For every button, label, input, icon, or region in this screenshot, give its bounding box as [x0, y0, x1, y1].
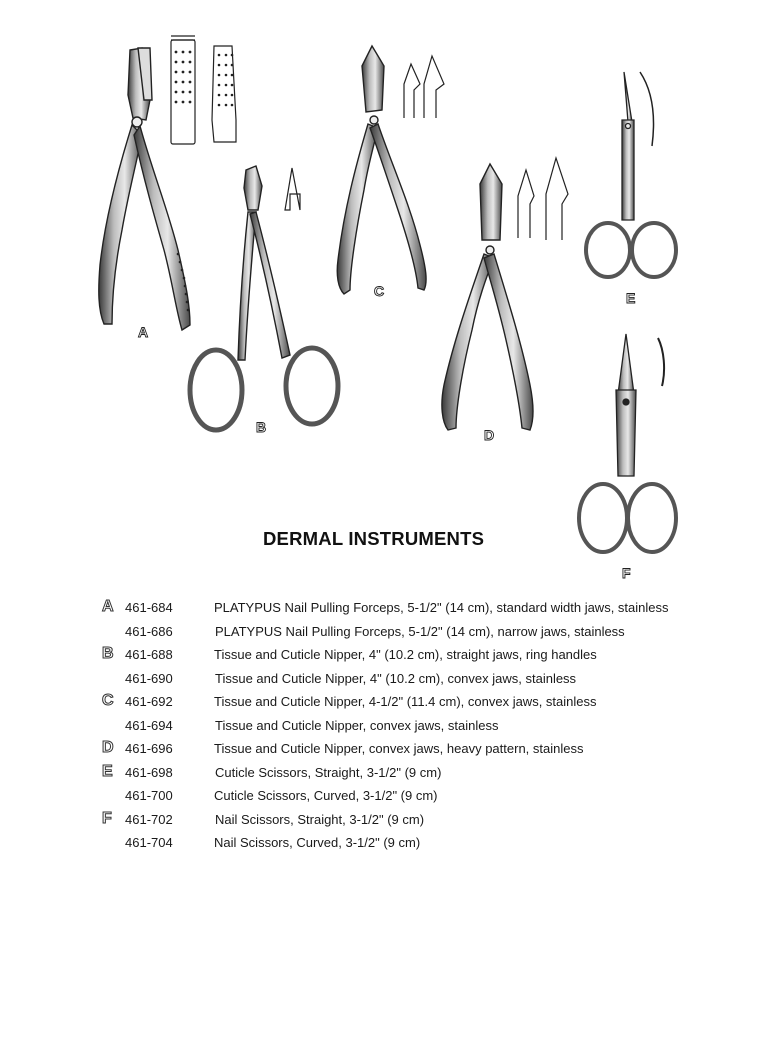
instrument-a-jaw-detail-drawing	[171, 36, 236, 144]
catalog-number: 461-700	[125, 788, 173, 803]
item-description: Tissue and Cuticle Nipper, 4" (10.2 cm), straight jaws, ring handles	[214, 647, 597, 662]
item-description: PLATYPUS Nail Pulling Forceps, 5-1/2" (14 cm), standard width jaws, stainless	[214, 600, 669, 615]
catalog-row	[100, 786, 740, 810]
catalog-row	[100, 598, 740, 622]
row-figure-letter: D	[102, 739, 114, 756]
figure-label-c: C	[374, 283, 385, 299]
catalog-row	[100, 833, 740, 857]
catalog-number: 461-694	[125, 717, 173, 733]
figure-label-a: A	[138, 324, 149, 340]
item-description: Tissue and Cuticle Nipper, convex jaws, stainless	[215, 717, 499, 733]
catalog-row	[100, 692, 740, 716]
figure-label-d: D	[484, 427, 495, 443]
catalog-number: 461-692	[125, 694, 173, 709]
item-description: Cuticle Scissors, Straight, 3-1/2" (9 cm)	[215, 764, 442, 780]
row-figure-letter: C	[102, 692, 114, 709]
row-figure-letter: B	[102, 645, 114, 662]
catalog-row	[100, 739, 740, 763]
figure-label-b: B	[256, 419, 267, 435]
instrument-f-scissors-drawing	[579, 334, 676, 552]
item-description: Tissue and Cuticle Nipper, 4-1/2" (11.4 cm), convex jaws, stainless	[214, 694, 597, 709]
instrument-e-blade-detail-drawing	[640, 72, 654, 146]
catalog-number: 461-690	[125, 670, 173, 686]
instrument-e-scissors-drawing	[586, 72, 676, 277]
item-description: Nail Scissors, Straight, 3-1/2" (9 cm)	[215, 811, 425, 827]
catalog-number: 461-686	[125, 623, 173, 639]
catalog-number: 461-704	[125, 835, 173, 850]
instrument-f-blade-detail-drawing	[658, 338, 664, 386]
catalog-row	[100, 716, 740, 740]
figure-label-e: E	[626, 290, 636, 306]
instrument-b-jaw-detail-drawing	[285, 168, 300, 210]
catalog-row	[100, 645, 740, 669]
figure-label-f: F	[622, 565, 631, 581]
catalog-row	[100, 810, 740, 834]
catalog-number: 461-684	[125, 600, 173, 615]
row-figure-letter: E	[102, 762, 113, 780]
catalog-number: 461-696	[125, 741, 173, 756]
catalog-number: 461-688	[125, 647, 173, 662]
catalog-number: 461-698	[125, 764, 173, 780]
row-figure-letter: F	[102, 809, 112, 827]
item-description: Nail Scissors, Curved, 3-1/2" (9 cm)	[214, 835, 421, 850]
instrument-c-jaw-detail-drawing	[404, 56, 444, 118]
item-description: Tissue and Cuticle Nipper, 4" (10.2 cm), convex jaws, stainless	[215, 670, 577, 686]
catalog-row	[100, 763, 740, 787]
catalog-number: 461-702	[125, 811, 173, 827]
instrument-d-jaw-detail-drawing	[518, 158, 568, 240]
instrument-b-nipper-drawing	[190, 166, 338, 430]
catalog-list	[100, 598, 740, 857]
item-description: PLATYPUS Nail Pulling Forceps, 5-1/2" (14 cm), narrow jaws, stainless	[215, 623, 625, 639]
page-title: DERMAL INSTRUMENTS	[263, 528, 485, 549]
row-figure-letter: A	[102, 598, 114, 615]
item-description: Cuticle Scissors, Curved, 3-1/2" (9 cm)	[214, 788, 438, 803]
catalog-row	[100, 669, 740, 693]
catalog-row	[100, 622, 740, 646]
item-description: Tissue and Cuticle Nipper, convex jaws, heavy pattern, stainless	[214, 741, 584, 756]
